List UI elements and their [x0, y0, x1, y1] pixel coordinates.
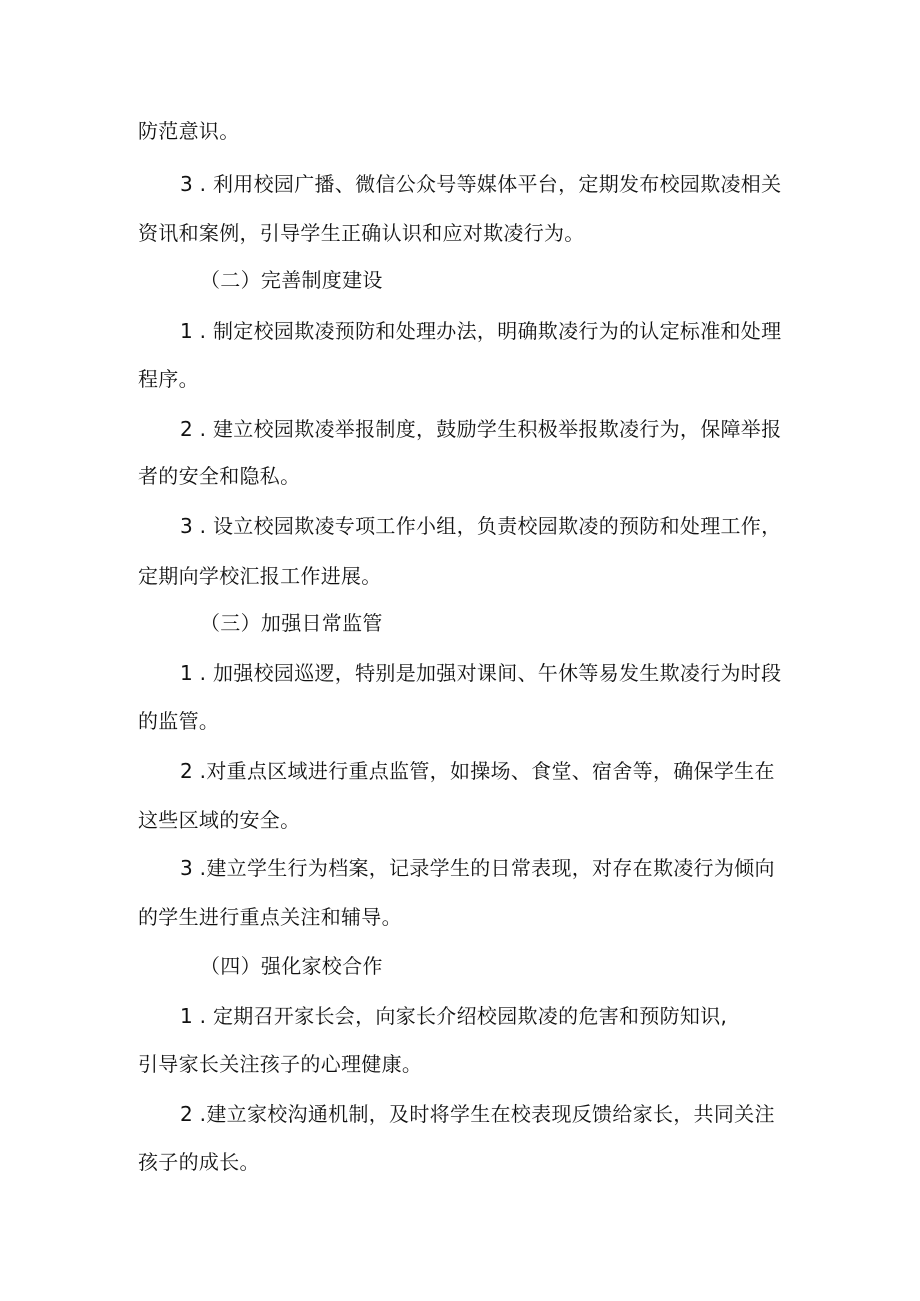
list-item-line: 3 .建立学生行为档案，记录学生的日常表现，对存在欺凌行为倾向 — [180, 856, 775, 880]
list-item-continuation-line: 定期向学校汇报工作进展。 — [138, 564, 382, 588]
list-item-continuation-line: 孩子的成长。 — [138, 1150, 260, 1174]
list-item-continuation-line: 的学生进行重点关注和辅导。 — [138, 905, 402, 929]
list-item-line: 1 . 加强校园巡逻，特别是加强对课间、午休等易发生欺凌行为时段 — [180, 661, 782, 685]
list-item-line: 2 . 建立校园欺凌举报制度，鼓励学生积极举报欺凌行为，保障举报 — [180, 417, 782, 441]
section-heading: （四）强化家校合作 — [200, 954, 383, 978]
list-item-continuation-line: 者的安全和隐私。 — [138, 464, 301, 488]
list-item-line: 3 . 设立校园欺凌专项工作小组，负责校园欺凌的预防和处理工作， — [180, 514, 782, 538]
list-item-line: 3 . 利用校园广播、微信公众号等媒体平台，定期发布校园欺凌相关 — [180, 172, 782, 196]
paragraph-continuation-line: 防范意识。 — [138, 119, 240, 143]
list-item-line: 1 . 定期召开家长会，向家长介绍校园欺凌的危害和预防知识, — [180, 1004, 728, 1028]
list-item-continuation-line: 资讯和案例，引导学生正确认识和应对欺凌行为。 — [138, 221, 585, 245]
list-item-continuation-line: 引导家长关注孩子的心理健康。 — [138, 1052, 423, 1076]
section-heading: （二）完善制度建设 — [200, 268, 383, 292]
list-item-line: 1 . 制定校园欺凌预防和处理办法，明确欺凌行为的认定标准和处理 — [180, 319, 782, 343]
list-item-line: 2 .建立家校沟通机制，及时将学生在校表现反馈给家长，共同关注 — [180, 1102, 775, 1126]
list-item-continuation-line: 程序。 — [138, 367, 199, 391]
list-item-continuation-line: 这些区域的安全。 — [138, 808, 301, 832]
list-item-line: 2 .对重点区域进行重点监管，如操场、食堂、宿舍等，确保学生在 — [180, 759, 775, 783]
list-item-continuation-line: 的监管。 — [138, 709, 220, 733]
section-heading: （三）加强日常监管 — [200, 611, 383, 635]
